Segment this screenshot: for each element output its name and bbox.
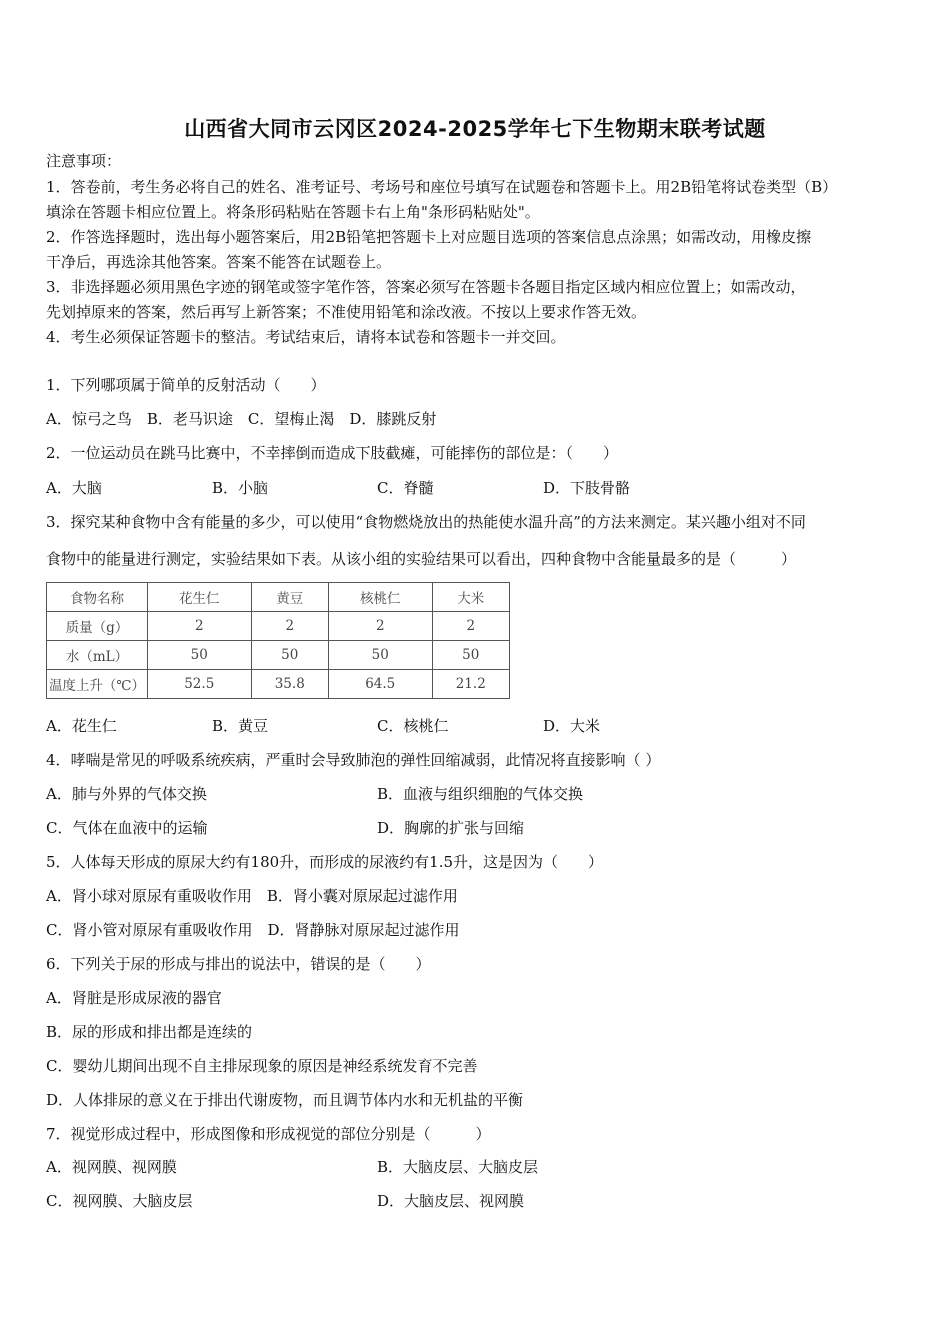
question-3-option-a: A．花生仁	[46, 717, 117, 735]
question-4-stem: 4．哮喘是常见的呼吸系统疾病，严重时会导致肺泡的弹性回缩减弱，此情况将直接影响（ ）	[46, 751, 661, 769]
notice-line: 3．非选择题必须用黑色字迹的钢笔或签字笔作答，答案必须写在答题卡各题目指定区域内相应位置上；如需改动，	[46, 278, 806, 296]
question-6-option-d: D．人体排尿的意义在于排出代谢废物，而且调节体内水和无机盐的平衡	[46, 1091, 524, 1109]
table-header-cell: 黄豆	[251, 583, 328, 612]
table-header-cell: 大米	[432, 583, 510, 612]
table-cell: 温度上升（℃）	[47, 670, 148, 699]
table-cell: 52.5	[148, 670, 252, 699]
question-7-option-c: C．视网膜、大脑皮层	[46, 1192, 193, 1210]
question-4-option-c: C．气体在血液中的运输	[46, 819, 208, 837]
table-cell: 2	[432, 612, 510, 641]
question-7-option-d: D．大脑皮层、视网膜	[377, 1192, 525, 1210]
table-cell: 2	[148, 612, 252, 641]
question-2-option-a: A．大脑	[46, 479, 102, 497]
table-cell: 2	[251, 612, 328, 641]
question-2-option-b: B．小脑	[212, 479, 269, 497]
table-row	[47, 641, 510, 670]
question-6-option-a: A．肾脏是形成尿液的器官	[46, 989, 222, 1007]
table-cell: 水（mL）	[47, 641, 148, 670]
question-2-option-d: D．下肢骨骼	[543, 479, 631, 497]
question-5-options-cd: C．肾小管对原尿有重吸收作用 D．肾静脉对原尿起过滤作用	[46, 921, 460, 939]
question-6-option-b: B．尿的形成和排出都是连续的	[46, 1023, 253, 1041]
table-cell: 质量（g）	[47, 612, 148, 641]
question-7-option-b: B．大脑皮层、大脑皮层	[377, 1158, 539, 1176]
question-7-option-a: A．视网膜、视网膜	[46, 1158, 177, 1176]
table-cell: 64.5	[328, 670, 432, 699]
question-5-options-ab: A．肾小球对原尿有重吸收作用 B．肾小囊对原尿起过滤作用	[46, 887, 458, 905]
question-5-stem: 5．人体每天形成的原尿大约有180升，而形成的尿液约有1.5升，这是因为（ ）	[46, 853, 604, 871]
table-row	[47, 670, 510, 699]
question-3-option-c: C．核桃仁	[377, 717, 449, 735]
question-3-stem: 3．探究某种食物中含有能量的多少，可以使用“食物燃烧放出的热能使水温升高”的方法来测定。某兴趣小组对不同	[46, 513, 806, 531]
table-cell: 50	[328, 641, 432, 670]
question-3-stem: 食物中的能量进行测定，实验结果如下表。从该小组的实验结果可以看出，四种食物中含能量最多的是（ ）	[46, 550, 797, 568]
question-1-options: A．惊弓之鸟 B．老马识途 C．望梅止渴 D．膝跳反射	[46, 410, 437, 428]
notice-heading: 注意事项：	[46, 152, 122, 170]
table-cell: 50	[148, 641, 252, 670]
table-cell: 50	[432, 641, 510, 670]
notice-line: 1．答卷前，考生务必将自己的姓名、准考证号、考场号和座位号填写在试题卷和答题卡上。用2B铅笔将试卷类型（B）	[46, 178, 838, 196]
question-4-option-d: D．胸廓的扩张与回缩	[377, 819, 525, 837]
notice-line: 干净后，再选涂其他答案。答案不能答在试题卷上。	[46, 253, 392, 271]
food-energy-table	[46, 582, 510, 699]
question-6-option-c: C．婴幼儿期间出现不自主排尿现象的原因是神经系统发育不完善	[46, 1057, 478, 1075]
question-3-option-d: D．大米	[543, 717, 601, 735]
table-header-cell: 花生仁	[148, 583, 252, 612]
notice-line: 先划掉原来的答案，然后再写上新答案；不准使用铅笔和涂改液。不按以上要求作答无效。	[46, 303, 647, 321]
question-2-stem: 2．一位运动员在跳马比赛中，不幸摔倒而造成下肢截瘫，可能摔伤的部位是：（ ）	[46, 444, 619, 462]
table-header-row	[47, 583, 510, 612]
table-header-cell: 核桃仁	[328, 583, 432, 612]
page-title: 山西省大同市云冈区2024-2025学年七下生物期末联考试题	[184, 117, 766, 141]
question-4-option-a: A．肺与外界的气体交换	[46, 785, 207, 803]
question-1-stem: 1．下列哪项属于简单的反射活动（ ）	[46, 376, 326, 394]
table-cell: 35.8	[251, 670, 328, 699]
table-header-cell: 食物名称	[47, 583, 148, 612]
question-4-option-b: B．血液与组织细胞的气体交换	[377, 785, 584, 803]
table-cell: 50	[251, 641, 328, 670]
question-3-option-b: B．黄豆	[212, 717, 269, 735]
table-cell: 21.2	[432, 670, 510, 699]
table-row	[47, 612, 510, 641]
question-7-stem: 7．视觉形成过程中，形成图像和形成视觉的部位分别是（ ）	[46, 1125, 491, 1143]
notice-line: 4．考生必须保证答题卡的整洁。考试结束后，请将本试卷和答题卡一并交回。	[46, 328, 566, 346]
notice-line: 填涂在答题卡相应位置上。将条形码粘贴在答题卡右上角"条形码粘贴处"。	[46, 203, 540, 221]
question-2-option-c: C．脊髓	[377, 479, 434, 497]
notice-line: 2．作答选择题时，选出每小题答案后，用2B铅笔把答题卡上对应题目选项的答案信息点涂黑；如需改动，用橡皮擦	[46, 228, 812, 246]
table-cell: 2	[328, 612, 432, 641]
question-6-stem: 6．下列关于尿的形成与排出的说法中，错误的是（ ）	[46, 955, 431, 973]
